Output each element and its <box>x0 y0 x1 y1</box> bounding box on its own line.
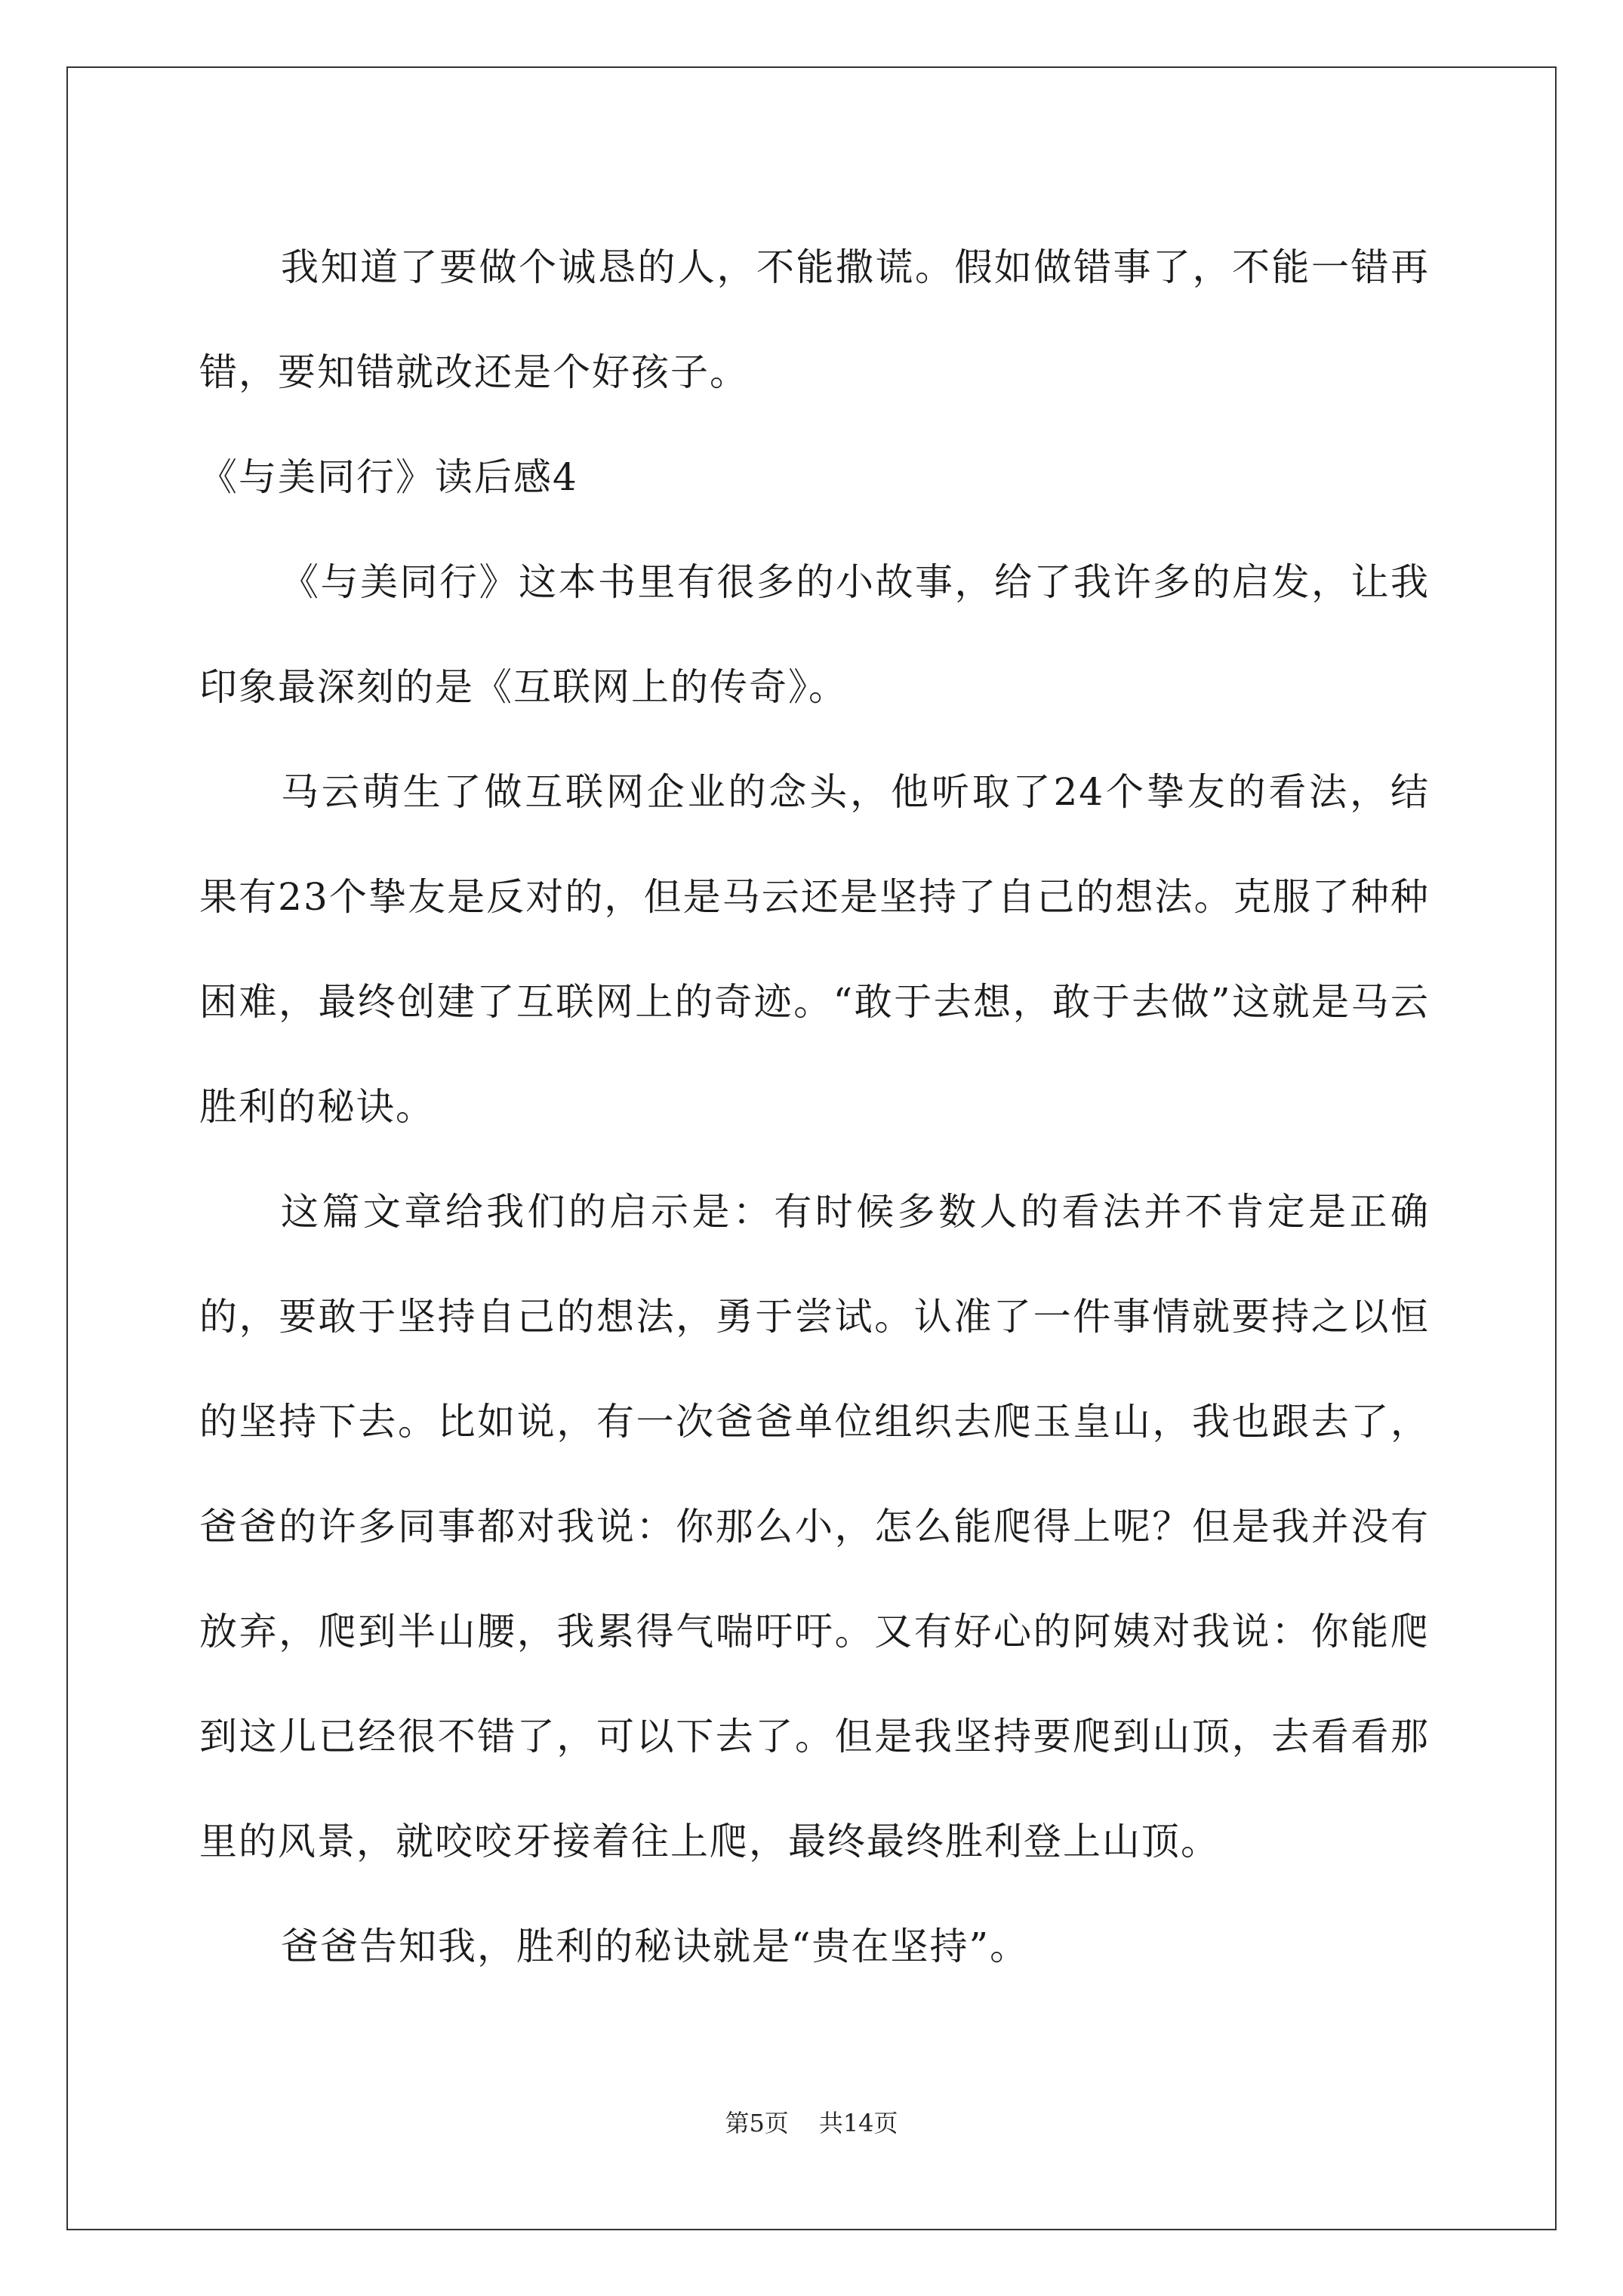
paragraph: 我知道了要做个诚恳的人，不能撒谎。假如做错事了，不能一错再错，要知错就改还是个好孩子。 <box>199 245 1430 394</box>
paragraph: 这篇文章给我们的启示是：有时候多数人的看法并不肯定是正确的，要敢于坚持自己的想法，勇于尝试。认准了一件事情就要持之以恒的坚持下去。比如说，有一次爸爸单位组织去爬玉皇山，我也跟去了，爸爸的许多同事都对我说：你那么小，怎么能爬得上呢？但是我并没有放弃，爬到半山腰，我累得气喘吁吁。又有好心的阿姨对我说：你能爬到这儿已经很不错了，可以下去了。但是我坚持要爬到山顶，去看看那里的风景，就咬咬牙接着往上爬，最终最终胜利登上山顶。 <box>199 1190 1430 1863</box>
page-footer <box>0 2108 1623 2138</box>
page-total: 共14页 <box>818 2109 898 2137</box>
paragraph: 爸爸告知我，胜利的秘诀就是“贵在坚持”。 <box>281 1925 1030 1968</box>
document-body <box>199 215 1430 1999</box>
paragraph: 马云萌生了做互联网企业的念头，他听取了24个挚友的看法，结果有23个挚友是反对的，但是马云还是坚持了自己的想法。克服了种种困难，最终创建了互联网上的奇迹。“敢于去想，敢于去做”这就是马云胜利的秘诀。 <box>199 770 1430 1129</box>
page-number: 第5页 <box>725 2109 789 2137</box>
paragraph: 《与美同行》这本书里有很多的小故事，给了我许多的启发，让我印象最深刻的是《互联网上的传奇》。 <box>199 560 1430 709</box>
section-heading: 《与美同行》读后感4 <box>199 455 578 499</box>
